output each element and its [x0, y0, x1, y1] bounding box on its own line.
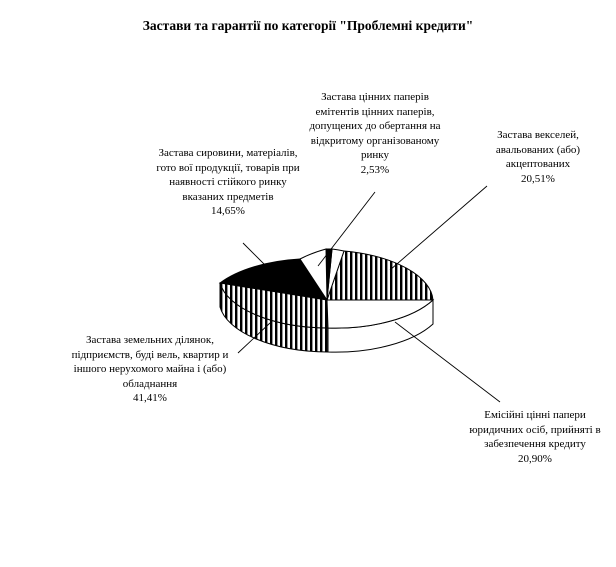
pie-label-securities	[300, 90, 450, 177]
pie-label-securities-value: 2,53%	[360, 163, 390, 176]
pie-label-bills	[468, 128, 608, 186]
pie-label-bills-text: Застава векселей, авальованих (або) акцептованих	[495, 129, 581, 170]
pie-label-emission	[460, 408, 610, 466]
pie-label-land-text: Застава земельних ділянок, підприємств, буді вель, квартир и іншого нерухомого майна і (або) обладнання	[71, 334, 229, 390]
chart-title: Застави та гарантії по категорії "Проблемні кредити"	[142, 18, 474, 33]
pie-label-emission-text: Емісійні цінні папери юридичних осіб, прийняті в забезпечення кредиту	[469, 409, 601, 450]
pie-label-land-value: 41,41%	[133, 392, 167, 404]
pie-label-securities-text: Застава цінних паперів емітентів цінних паперів, допущених до обертання на відкритому організованому ринку	[309, 91, 441, 161]
pie-label-bills-value: 20,51%	[521, 172, 555, 185]
pie-label-raw-materials	[148, 146, 308, 219]
pie-label-raw-materials-value: 14,65%	[211, 205, 245, 217]
pie-label-emission-value: 20,90%	[518, 452, 552, 465]
pie-label-land	[60, 333, 240, 406]
pie-label-raw-materials-text: Застава сировини, матеріалів, гото вої продукції, товарів при наявності стійкого ринку вказаних предметів	[156, 147, 300, 203]
